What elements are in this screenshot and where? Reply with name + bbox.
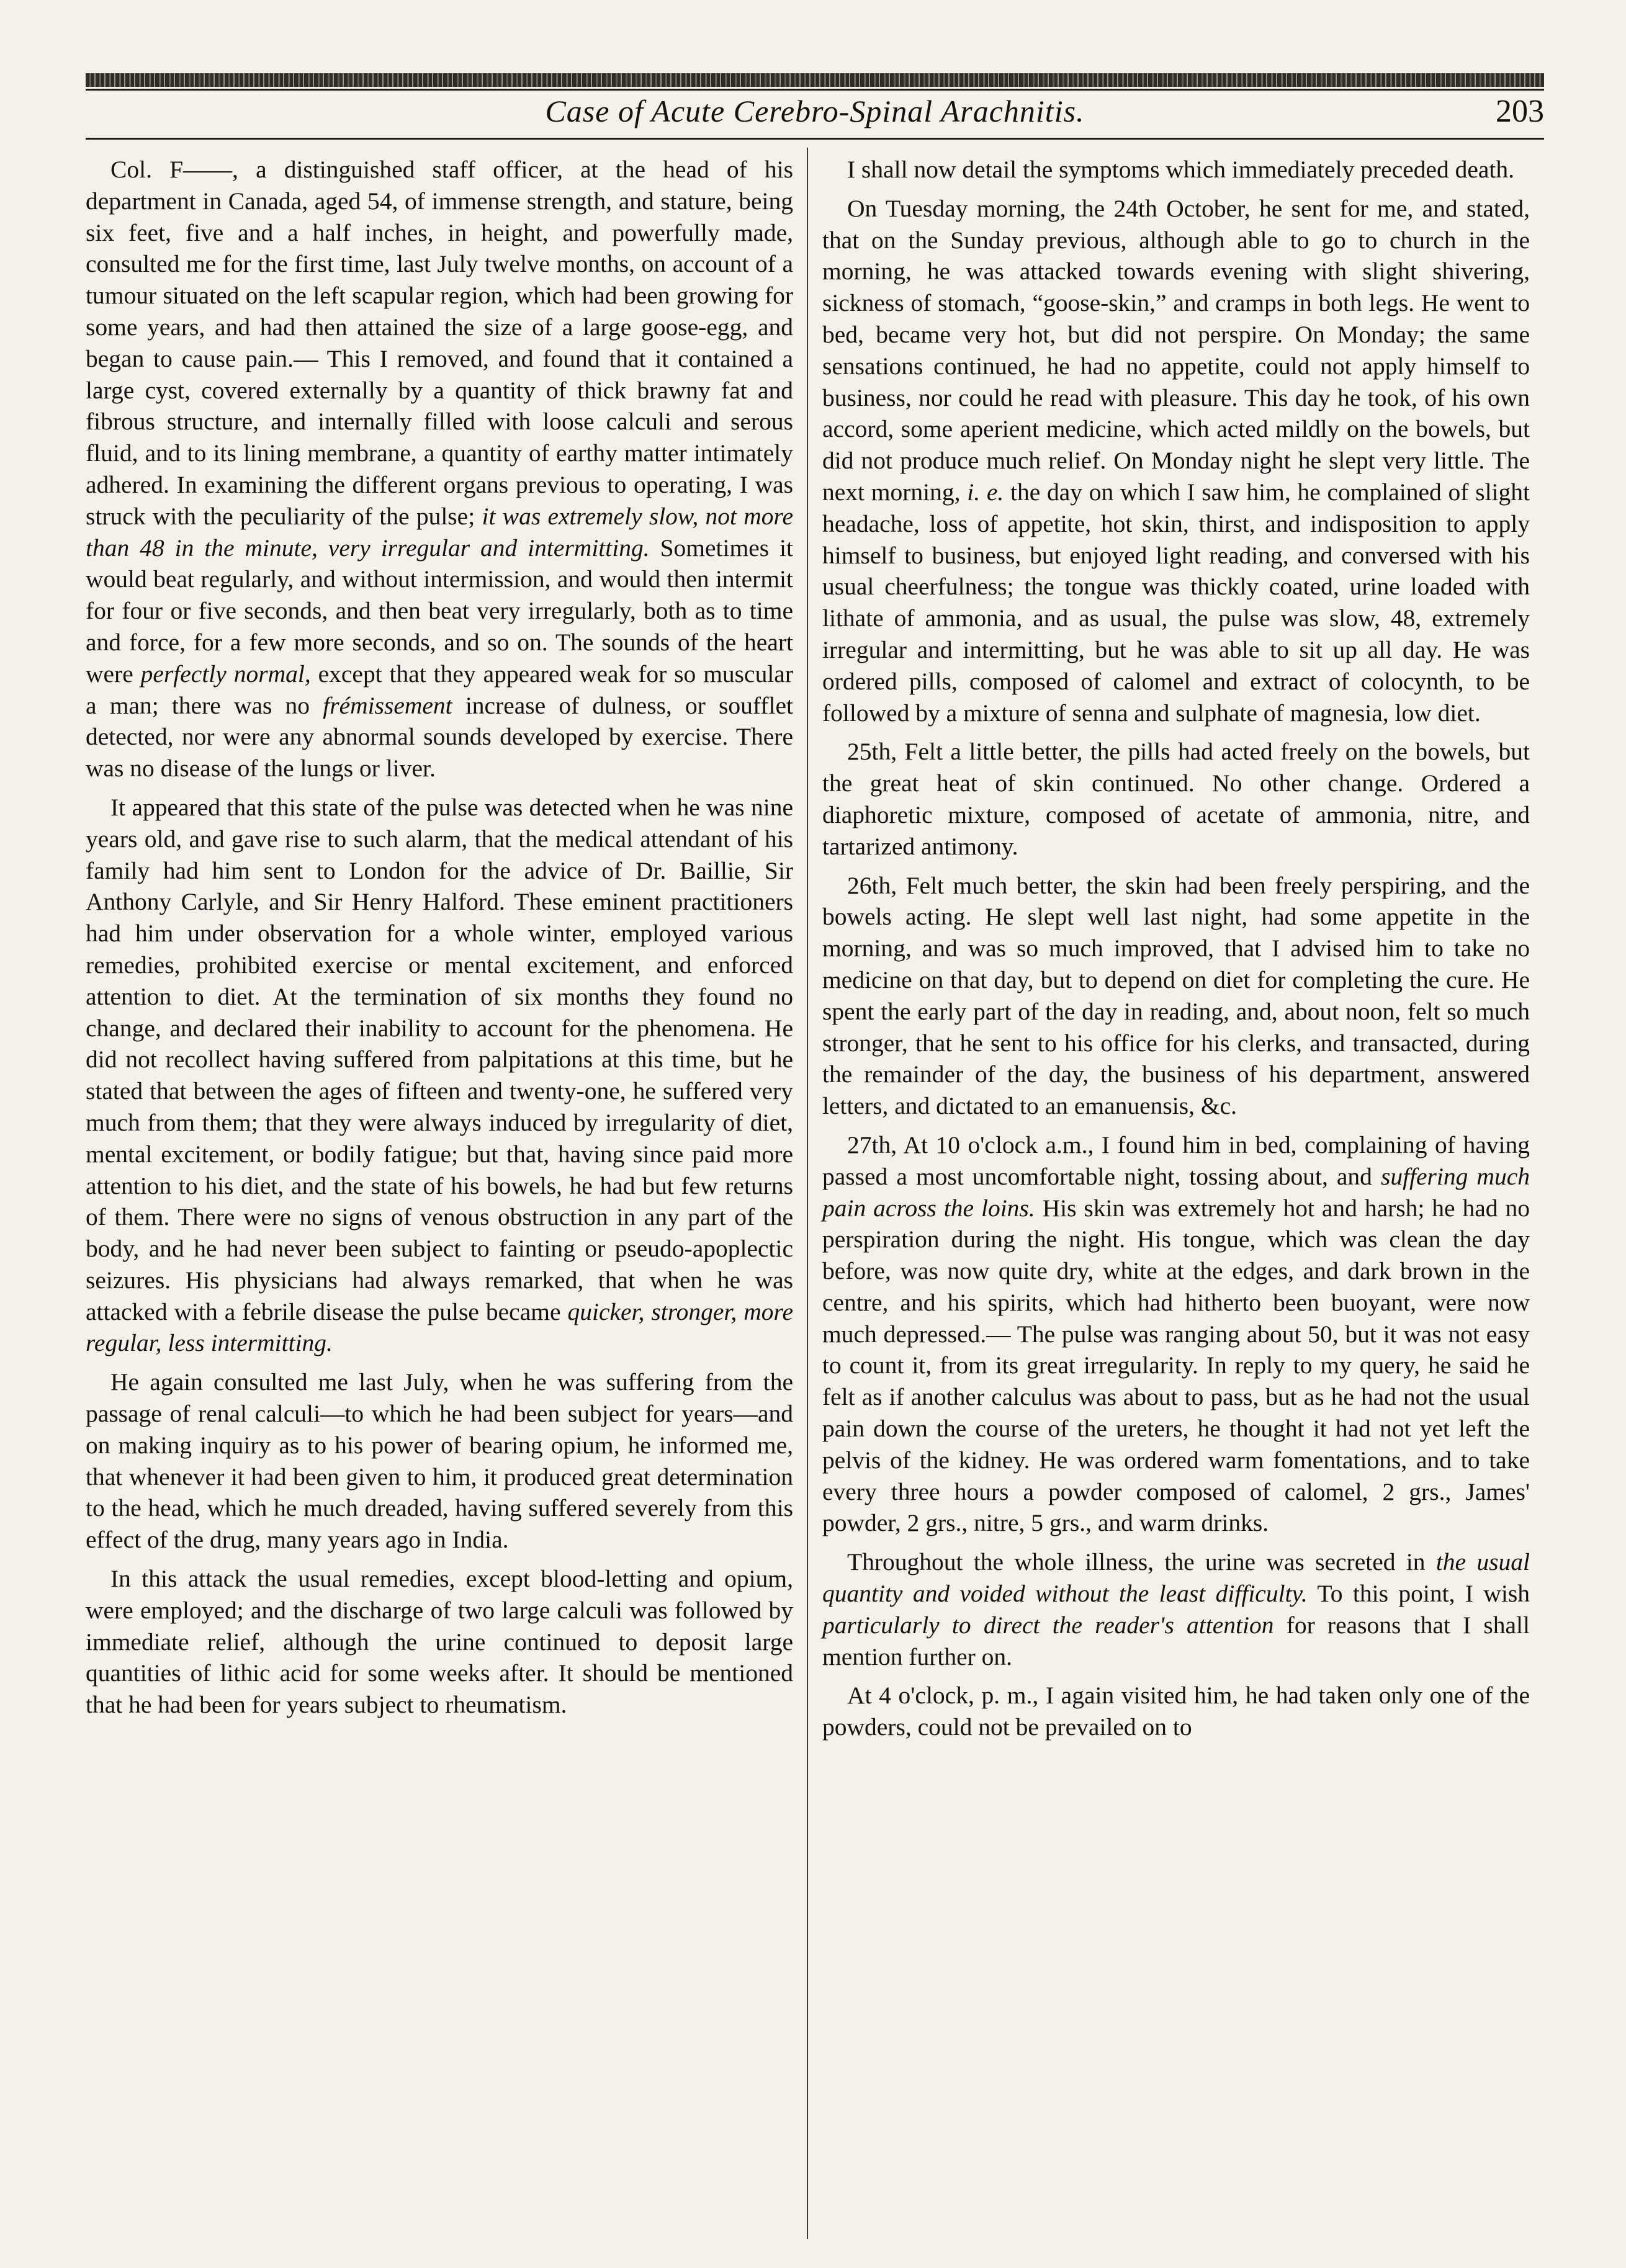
text-run: At 4 o'clock, p. m., I again visited him, he had taken only one of the powders, could not be prevailed on to — [822, 1682, 1530, 1741]
text-run: He again consulted me last July, when he was suffering from the passage of renal calculi—to which he had been subject for years—and on making inquiry as to his power of bearing opium, he informed me, that whenever it had been given to him, it produced great determination to the head, which he much dreaded, having suffered severely from this effect of the drug, many years ago in India. — [86, 1368, 793, 1554]
left-column — [86, 154, 793, 2239]
italic-text-run: it was extremely slow, not more than 48 in the minute, very irregular and intermitting. — [86, 502, 793, 562]
text-run: It appeared that this state of the pulse was detected when he was nine years old, and gave rise to such alarm, that the medical attendant of his family had him sent to London for the advice of Dr. Baillie, Sir Anthony Carlyle, and Sir Henry Halford. These eminent practitioners had him under observation for a whole winter, employed various remedies, prohibited exercise or mental excitement, and enforced attention to diet. At the termination of six months they found no change, and declared their inability to account for the phenomena. He did not recollect having suffered from palpitations at this time, but he stated that between the ages of fifteen and twenty-one, he suffered very much from them; that they were always induced by irregularity of diet, mental excitement, or bodily fatigue; but that, having since paid more attention to his diet, and the state of his bowels, he had but few returns of them. There were no signs of venous obstruction in any part of the body, and he had never been subject to fainting or pseudo-apoplectic seizures. His physicians had always remarked, that when he was attacked with a febrile disease the pulse became — [86, 793, 793, 1325]
right-column — [822, 154, 1530, 2239]
italic-text-run: perfectly normal, — [140, 660, 311, 688]
italic-text-run: quicker, stronger, more regular, less intermitting. — [86, 1298, 793, 1357]
paragraph — [822, 1680, 1530, 1743]
text-run: To this point, I wish — [1307, 1580, 1530, 1608]
text-run: 27th, At 10 o'clock a.m., I found him in bed, complaining of having passed a most uncomfortable night, tossing about, and — [822, 1131, 1530, 1190]
italic-text-run: frémissement — [323, 691, 452, 719]
running-head — [86, 93, 1544, 149]
paragraph — [86, 1366, 793, 1556]
text-run: I shall now detail the symptoms which immediately preceded death. — [847, 156, 1514, 183]
paragraph — [822, 1129, 1530, 1539]
italic-text-run: the usual quantity and voided without the least difficulty. — [822, 1548, 1530, 1608]
header-rule-thin — [86, 89, 1544, 91]
page-number: 203 — [1496, 94, 1544, 129]
header-rule — [86, 138, 1544, 140]
paragraph — [822, 154, 1530, 186]
paragraph — [86, 154, 793, 784]
paragraph — [822, 870, 1530, 1122]
text-run: 26th, Felt much better, the skin had been freely perspiring, and the bowels acting. He slept well last night, had some appetite in the morning, and was so much improved, that I advised him to take no medicine on that day, but to depend on diet for completing the cure. He spent the early part of the day in reading, and, about noon, felt so much stronger, that he sent to his office for his clerks, and transacted, during the remainder of the day, the business of his department, answered letters, and dictated to an emanuensis, &c. — [822, 871, 1530, 1120]
text-run: increase of dulness, or soufflet detected, nor were any abnormal sounds developed by exercise. There was no disease of the lungs or liver. — [86, 691, 793, 782]
text-run: Throughout the whole illness, the urine was secreted in — [847, 1548, 1436, 1576]
running-title: Case of Acute Cerebro-Spinal Arachnitis. — [545, 94, 1085, 128]
text-run: In this attack the usual remedies, except blood-letting and opium, were employed; and the discharge of two large calculi was followed by immediate relief, although the urine continued to deposit large quantities of lithic acid for some weeks after. It should be mentioned that he had been for years subject to rheumatism. — [86, 1565, 793, 1719]
text-run: Sometimes it would beat regularly, and without intermission, and would then intermit for four or five seconds, and then beat very irregularly, both as to time and force, for a few more seconds, and so on. The sounds of the heart were — [86, 534, 794, 688]
text-run: Col. F——, a distinguished staff officer, at the head of his department in Canada, aged 54, of immense strength, and stature, being six feet, five and a half inches, in height, and powerfully made, consulted me for the first time, last July twelve months, on account of a tumour situated on the left scapular region, which had been growing for some years, and had then attained the size of a large goose-egg, and began to cause pain.— This I removed, and found that it contained a large cyst, covered externally by a quantity of thick brawny fat and fibrous structure, and internally filled with loose calculi and serous fluid, and to its lining membrane, a quantity of earthy matter intimately adhered. In examining the different organs previous to operating, I was struck with the peculiarity of the pulse; — [86, 156, 793, 530]
text-run: 25th, Felt a little better, the pills had acted freely on the bowels, but the great heat of skin continued. No other change. Ordered a diaphoretic mixture, composed of acetate of ammonia, nitre, and tartarized antimony. — [822, 738, 1530, 860]
text-run: His skin was extremely hot and harsh; he had no perspiration during the night. His tongue, which was clean the day before, was now quite dry, white at the edges, and dark brown in the centre, and his spirits, which had hitherto been buoyant, were now much depressed.— The pulse was ranging about 50, but it was not easy to count it, from its great irregularity. In reply to my query, he said he felt as if another calculus was about to pass, but as he had not the usual pain down the course of the ureters, he thought it had not yet left the pelvis of the kidney. He was ordered warm fomentations, and to take every three hours a powder composed of calomel, 2 grs., James' powder, 2 grs., nitre, 5 grs., and warm drinks. — [822, 1194, 1530, 1537]
paragraph — [822, 736, 1530, 862]
header-ornament-rule — [86, 73, 1544, 87]
paragraph — [86, 792, 793, 1359]
italic-text-run: particularly to direct the reader's attention — [822, 1611, 1274, 1639]
column-divider — [807, 148, 808, 2239]
text-run: On Tuesday morning, the 24th October, he sent for me, and stated, that on the Sunday previous, although able to go to church in the morning, he was attacked towards evening with slight shivering, sickness of stomach, “goose-skin,” and cramps in both legs. He went to bed, became very hot, but did not perspire. On Monday; the same sensations continued, he had no appetite, could not apply himself to business, nor could he read with pleasure. This day he took, of his own accord, some aperient medicine, which acted mildly on the bowels, but did not produce much relief. On Monday night he slept very little. The next morning, — [822, 194, 1530, 506]
text-run: except that they appeared weak for so muscular a man; there was no — [86, 660, 793, 719]
paragraph — [86, 1563, 793, 1721]
text-run: the day on which I saw him, he complained of slight headache, loss of appetite, hot skin, thirst, and indisposition to apply himself to business, but enjoyed light reading, and conversed with his usual cheerfulness; the tongue was thickly coated, urine loaded with lithate of ammonia, and as usual, the pulse was slow, 48, extremely irregular and intermitting, but he was able to sit up all day. He was ordered pills, composed of calomel and extract of colocynth, to be followed by a mixture of senna and sulphate of magnesia, low diet. — [822, 478, 1530, 727]
paragraph — [822, 193, 1530, 729]
paragraph — [822, 1546, 1530, 1672]
italic-text-run: i. e. — [967, 478, 1004, 506]
text-run: for reasons that I shall mention further on. — [822, 1611, 1530, 1670]
italic-text-run: suffering much pain across the loins. — [822, 1162, 1530, 1222]
